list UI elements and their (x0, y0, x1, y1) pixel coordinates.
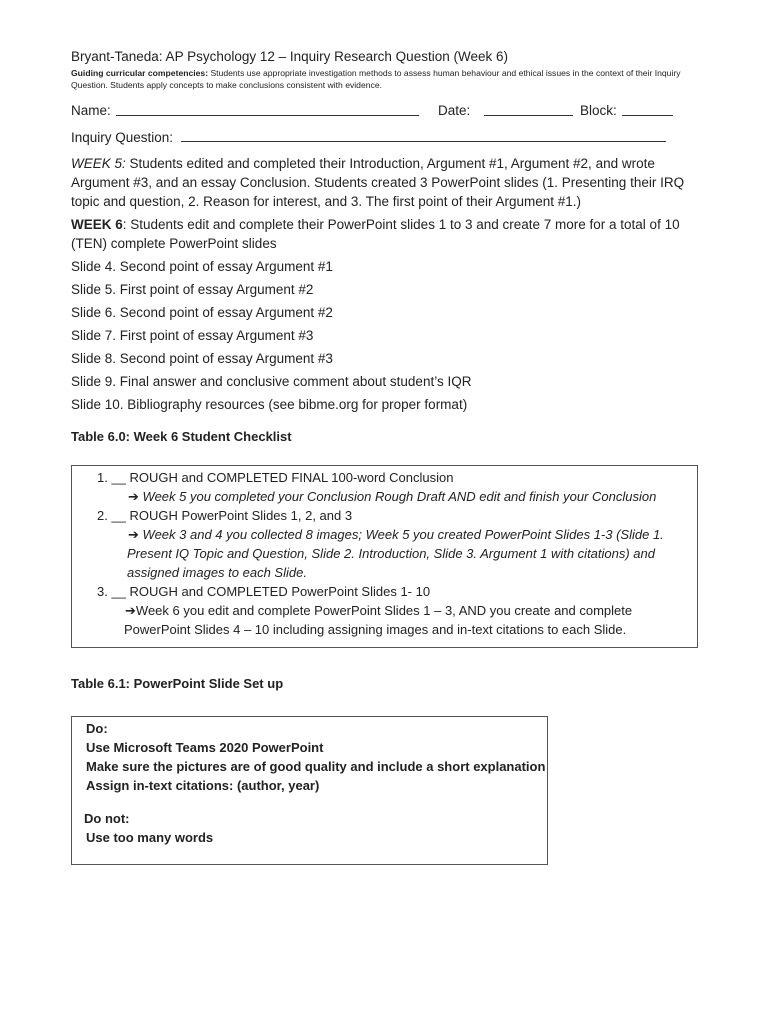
checklist-item-2-note-cont: Present IQ Topic and Question, Slide 2. Introduction, Slide 3. Argument 1 with citations) and (127, 546, 655, 561)
week6-text: : Students edit and complete their PowerPoint slides 1 to 3 and create 7 more for a total of 10 (TEN) complete PowerPoint slides (71, 217, 680, 251)
setup-table (71, 716, 548, 865)
page-title: Bryant-Taneda: AP Psychology 12 – Inquiry Research Question (Week 6) (71, 49, 508, 64)
block-label: Block: (580, 103, 617, 118)
slide-item: Slide 8. Second point of essay Argument #3 (71, 351, 333, 366)
week5-text: Students edited and completed their Introduction, Argument #1, Argument #2, and wrote Argument #3, and an essay Conclusion. Students created 3 PowerPoint slides (1. Presenting their IRQ topic and question, 2. Reason for interest, and 3. The first point of their Argument #1.) (71, 156, 685, 209)
week5-label: WEEK 5: (71, 156, 126, 171)
slide-item: Slide 4. Second point of essay Argument #1 (71, 259, 333, 274)
do-label: Do: (86, 721, 108, 736)
donot-label: Do not: (84, 811, 130, 826)
slide-item: Slide 5. First point of essay Argument #2 (71, 282, 314, 297)
week5-paragraph (71, 154, 696, 211)
name-label: Name: (71, 103, 111, 118)
competency-body: Students use appropriate investigation methods to assess human behaviour and ethical issues in the context of their Inquiry Question. Students apply concepts to make conclusions consistent with evidence. (71, 68, 681, 90)
arrow-icon: ➔ (128, 527, 139, 542)
checklist-item-2: 2. __ ROUGH PowerPoint Slides 1, 2, and 3 (97, 508, 353, 523)
slide-item: Slide 6. Second point of essay Argument #2 (71, 305, 333, 320)
checklist-table-title: Table 6.0: Week 6 Student Checklist (71, 429, 292, 444)
checklist-item-2-note: ➔ Week 3 and 4 you collected 8 images; Week 5 you created PowerPoint Slides 1-3 (Slide 1. (128, 527, 664, 542)
document-page (71, 48, 701, 845)
arrow-icon: ➔ (128, 489, 139, 504)
checklist-table (71, 465, 698, 648)
slide-item: Slide 7. First point of essay Argument #3 (71, 328, 314, 343)
checklist-item-1: 1. __ ROUGH and COMPLETED FINAL 100-word Conclusion (97, 470, 454, 485)
week6-paragraph (71, 215, 696, 253)
do-item: Use Microsoft Teams 2020 PowerPoint (86, 740, 324, 755)
slide-list (71, 257, 696, 418)
checklist-item-2-note-end: assigned images to each Slide. (127, 565, 307, 580)
do-item: Assign in-text citations: (author, year) (86, 778, 320, 793)
slide-item: Slide 10. Bibliography resources (see bibme.org for proper format) (71, 397, 468, 412)
checklist-item-3: 3. __ ROUGH and COMPLETED PowerPoint Slides 1- 10 (97, 584, 431, 599)
competency-text (71, 67, 701, 91)
inquiry-question-row (71, 128, 666, 145)
checklist-item-3-note: ➔Week 6 you edit and complete PowerPoint Slides 1 – 3, AND you create and complete (125, 603, 633, 618)
donot-item: Use too many words (86, 830, 214, 845)
setup-table-title: Table 6.1: PowerPoint Slide Set up (71, 676, 284, 691)
checklist-item-3-note-cont: PowerPoint Slides 4 – 10 including assigning images and in-text citations to each Slide. (124, 622, 627, 637)
competency-label: Guiding curricular competencies: (71, 68, 209, 78)
inquiry-question-field[interactable] (181, 130, 666, 145)
week6-label: WEEK 6 (71, 217, 123, 232)
slide-item: Slide 9. Final answer and conclusive comment about student’s IQR (71, 374, 472, 389)
arrow-icon: ➔ (125, 603, 136, 618)
checklist-item-1-note: ➔ Week 5 you completed your Conclusion Rough Draft AND edit and finish your Conclusion (128, 489, 657, 504)
inquiry-question-label: Inquiry Question: (71, 130, 174, 145)
date-label: Date: (438, 103, 471, 118)
do-item: Make sure the pictures are of good quality and include a short explanation (86, 759, 546, 774)
